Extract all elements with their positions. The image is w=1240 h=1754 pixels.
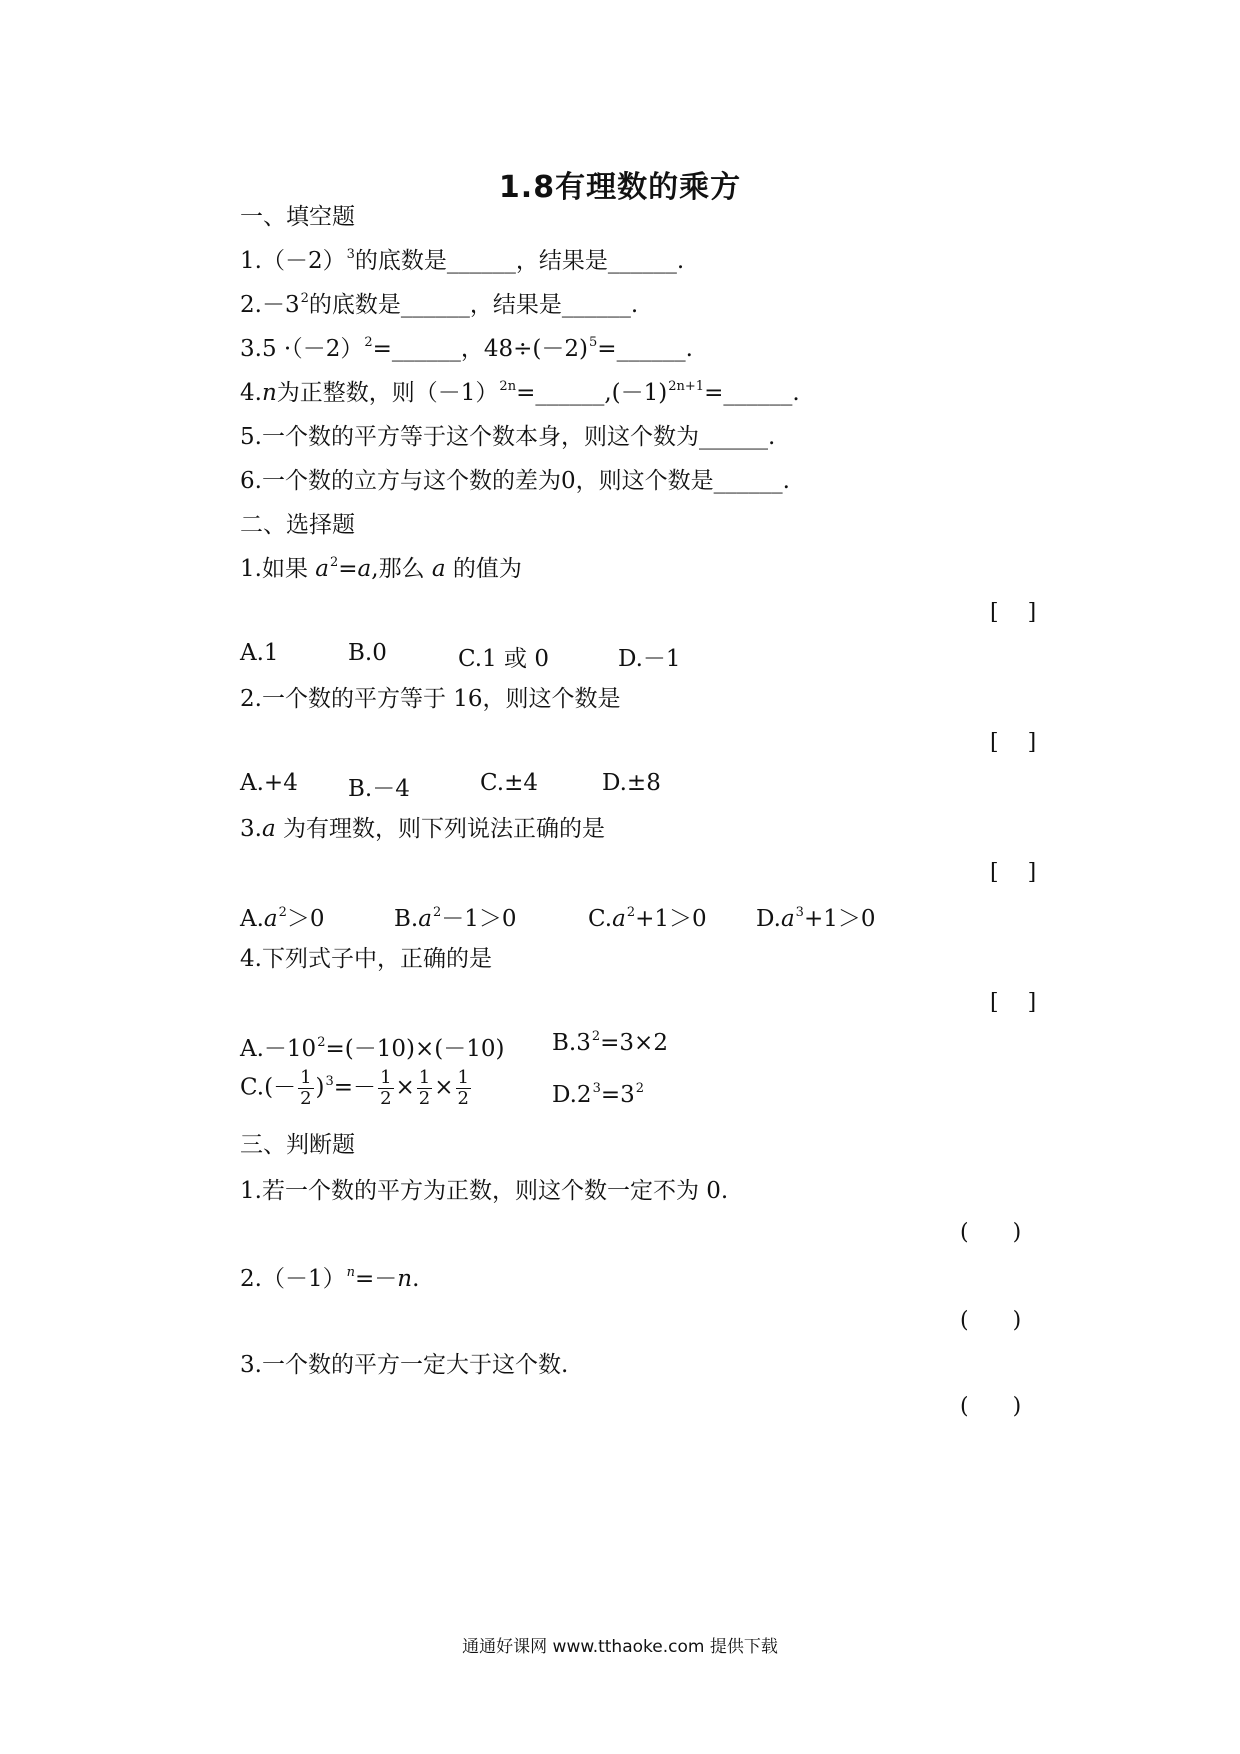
choice-4-options-row2 — [240, 1068, 940, 1128]
answer-bracket-4[interactable]: [ ] — [990, 990, 1037, 1015]
option-d[interactable]: D.－1 — [618, 646, 681, 672]
download-footer: 通通好课网 www.tthaoke.com 提供下载 — [462, 1637, 778, 1657]
option-a[interactable]: A.+4 — [240, 770, 298, 796]
choice-question-1: 1.如果 $a^2=a$,那么 a 的值为 — [240, 555, 522, 582]
option-b[interactable]: $B.a^2-1>0$ — [394, 905, 517, 932]
choice-3-options — [240, 900, 940, 930]
section-heading-choice: 二、选择题 — [240, 512, 355, 538]
option-b[interactable]: $B.3^2=3\times 2$ — [552, 1029, 668, 1056]
option-d[interactable]: D.±8 — [602, 770, 661, 796]
fill-question-6: 6.一个数的立方与这个数的差为0，则这个数是______. — [240, 468, 790, 494]
judge-question-2: $2.(-1)^n=-n$. — [240, 1265, 420, 1292]
option-a[interactable]: $A.-10^2=(-10)\times(-10)$ — [240, 1035, 505, 1062]
choice-question-3: 3.a 为有理数，则下列说法正确的是 — [240, 816, 605, 842]
answer-paren-2[interactable]: ( ) — [960, 1308, 1022, 1333]
choice-4-options-row1 — [240, 1030, 940, 1060]
option-c[interactable]: $C.a^2+1>0$ — [588, 905, 707, 932]
section-heading-judge: 三、判断题 — [240, 1132, 355, 1158]
judge-question-1: 1.若一个数的平方为正数，则这个数一定不为 0. — [240, 1178, 729, 1204]
fill-question-5: 5.一个数的平方等于这个数本身，则这个数为______. — [240, 424, 776, 450]
option-b[interactable]: B.－4 — [348, 776, 410, 802]
option-a[interactable]: A.1 — [240, 640, 279, 666]
option-d[interactable]: $D.a^3+1>0$ — [756, 905, 876, 932]
fill-question-4: 4.n为正整数，则$(-1)^{2n}=\_\_\_\_\_\_,(-1)^{2n+1}=\_\_\_\_\_\_$. — [240, 379, 800, 406]
choice-1-options — [240, 640, 940, 670]
option-c[interactable]: C.±4 — [480, 770, 538, 796]
option-c[interactable]: C.1 或 0 — [458, 646, 549, 672]
fill-question-2: $2.-3^2$的底数是______，结果是______. — [240, 291, 639, 318]
choice-question-2: 2.一个数的平方等于 16，则这个数是 — [240, 686, 621, 712]
choice-question-4: 4.下列式子中，正确的是 — [240, 946, 492, 972]
section-heading-fill: 一、填空题 — [240, 204, 355, 230]
judge-question-3: 3.一个数的平方一定大于这个数. — [240, 1352, 569, 1378]
choice-2-options — [240, 770, 940, 800]
option-d[interactable]: $D.2^3=3^2$ — [552, 1081, 645, 1108]
page-title: 1.8有理数的乘方 — [498, 170, 742, 205]
answer-bracket-1[interactable]: [ ] — [990, 600, 1037, 625]
answer-paren-1[interactable]: ( ) — [960, 1220, 1022, 1245]
option-c[interactable]: C.(－ $\frac{1}{2}$ )$^3$=－ $\frac{1}{2}$ × $\frac{1}{2}$ × $\frac{1}{2}$ — [240, 1067, 469, 1109]
answer-bracket-3[interactable]: [ ] — [990, 860, 1037, 885]
fill-question-3: $3.5 \cdot(-2)^2=\_\_\_\_\_\_$，$48\div(-2)^5=\_\_\_\_\_\_$. — [240, 335, 693, 362]
option-b[interactable]: B.0 — [348, 640, 387, 666]
fill-question-1: $1.(-2)^3$的底数是______，结果是______. — [240, 247, 685, 274]
answer-paren-3[interactable]: ( ) — [960, 1394, 1022, 1419]
option-a[interactable]: $A.a^2>0$ — [240, 905, 325, 932]
answer-bracket-2[interactable]: [ ] — [990, 730, 1037, 755]
